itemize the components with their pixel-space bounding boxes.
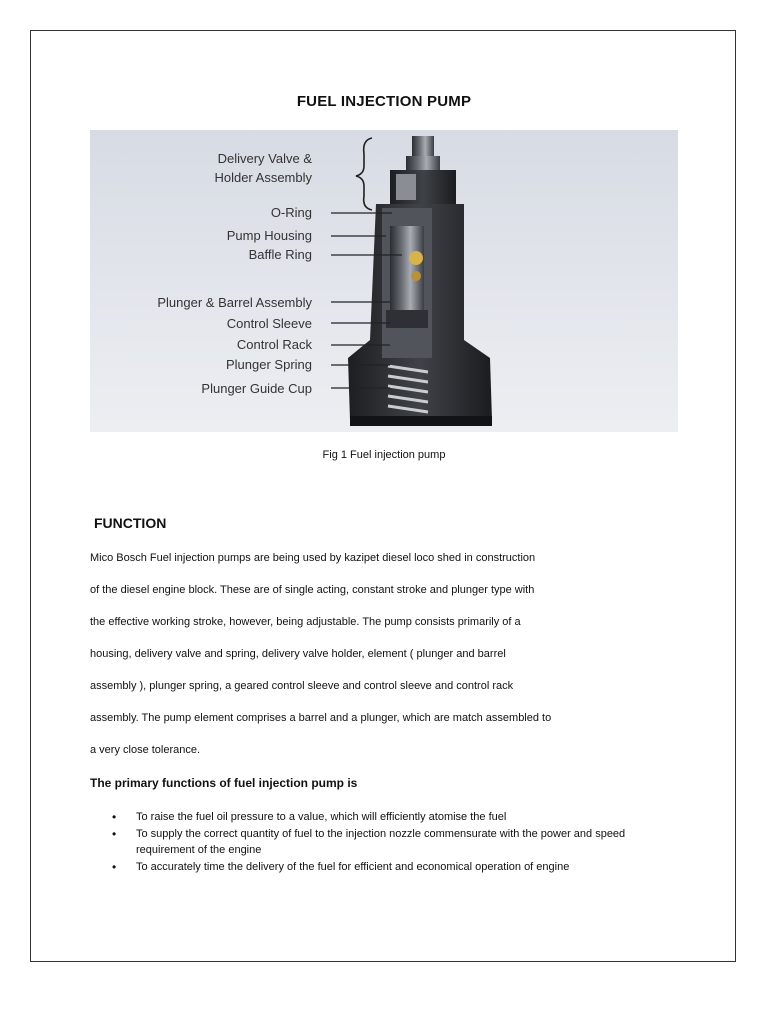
label-pump-housing: Pump Housing (226, 228, 312, 243)
list-item: • To raise the fuel oil pressure to a value, which will efficiently atomise the fuel (112, 809, 682, 825)
function-line: assembly ), plunger spring, a geared control sleeve and control sleeve and control rack (90, 680, 514, 692)
function-line: assembly. The pump element comprises a barrel and a plunger, which are match assembled to (90, 712, 552, 724)
function-line: the effective working stroke, however, being adjustable. The pump consists primarily of a (90, 616, 521, 628)
pump-figure (90, 130, 678, 432)
label-plunger-spring: Plunger Spring (226, 357, 312, 372)
label-plunger-barrel: Plunger & Barrel Assembly (157, 295, 312, 310)
primary-functions-heading: The primary functions of fuel injection pump is (90, 776, 358, 790)
function-line: housing, delivery valve and spring, delivery valve holder, element ( plunger and barrel (90, 648, 506, 660)
function-line: a very close tolerance. (90, 744, 201, 756)
label-delivery-valve-line2: Holder Assembly (214, 170, 312, 185)
label-control-rack: Control Rack (236, 337, 312, 352)
label-delivery-valve-line1: Delivery Valve & (217, 151, 312, 166)
primary-functions-list (112, 809, 682, 876)
label-baffle-ring: Baffle Ring (248, 247, 312, 262)
label-o-ring: O-Ring (270, 205, 312, 220)
label-plunger-guide-cup: Plunger Guide Cup (201, 381, 312, 396)
function-line: Mico Bosch Fuel injection pumps are being used by kazipet diesel loco shed in construction (90, 552, 536, 564)
figure-caption: Fig 1 Fuel injection pump (322, 449, 446, 461)
document-title: FUEL INJECTION PUMP (296, 93, 472, 110)
function-heading: FUNCTION (94, 515, 167, 531)
list-item: • To accurately time the delivery of the fuel for efficient and economical operation of engine (112, 859, 682, 875)
function-line: of the diesel engine block. These are of single acting, constant stroke and plunger type with (90, 584, 535, 596)
list-item: • To supply the correct quantity of fuel to the injection nozzle commensurate with the power and speed requirement of the engine (112, 826, 682, 858)
pump-cutaway-illustration (90, 130, 678, 432)
label-control-sleeve: Control Sleeve (226, 316, 312, 331)
